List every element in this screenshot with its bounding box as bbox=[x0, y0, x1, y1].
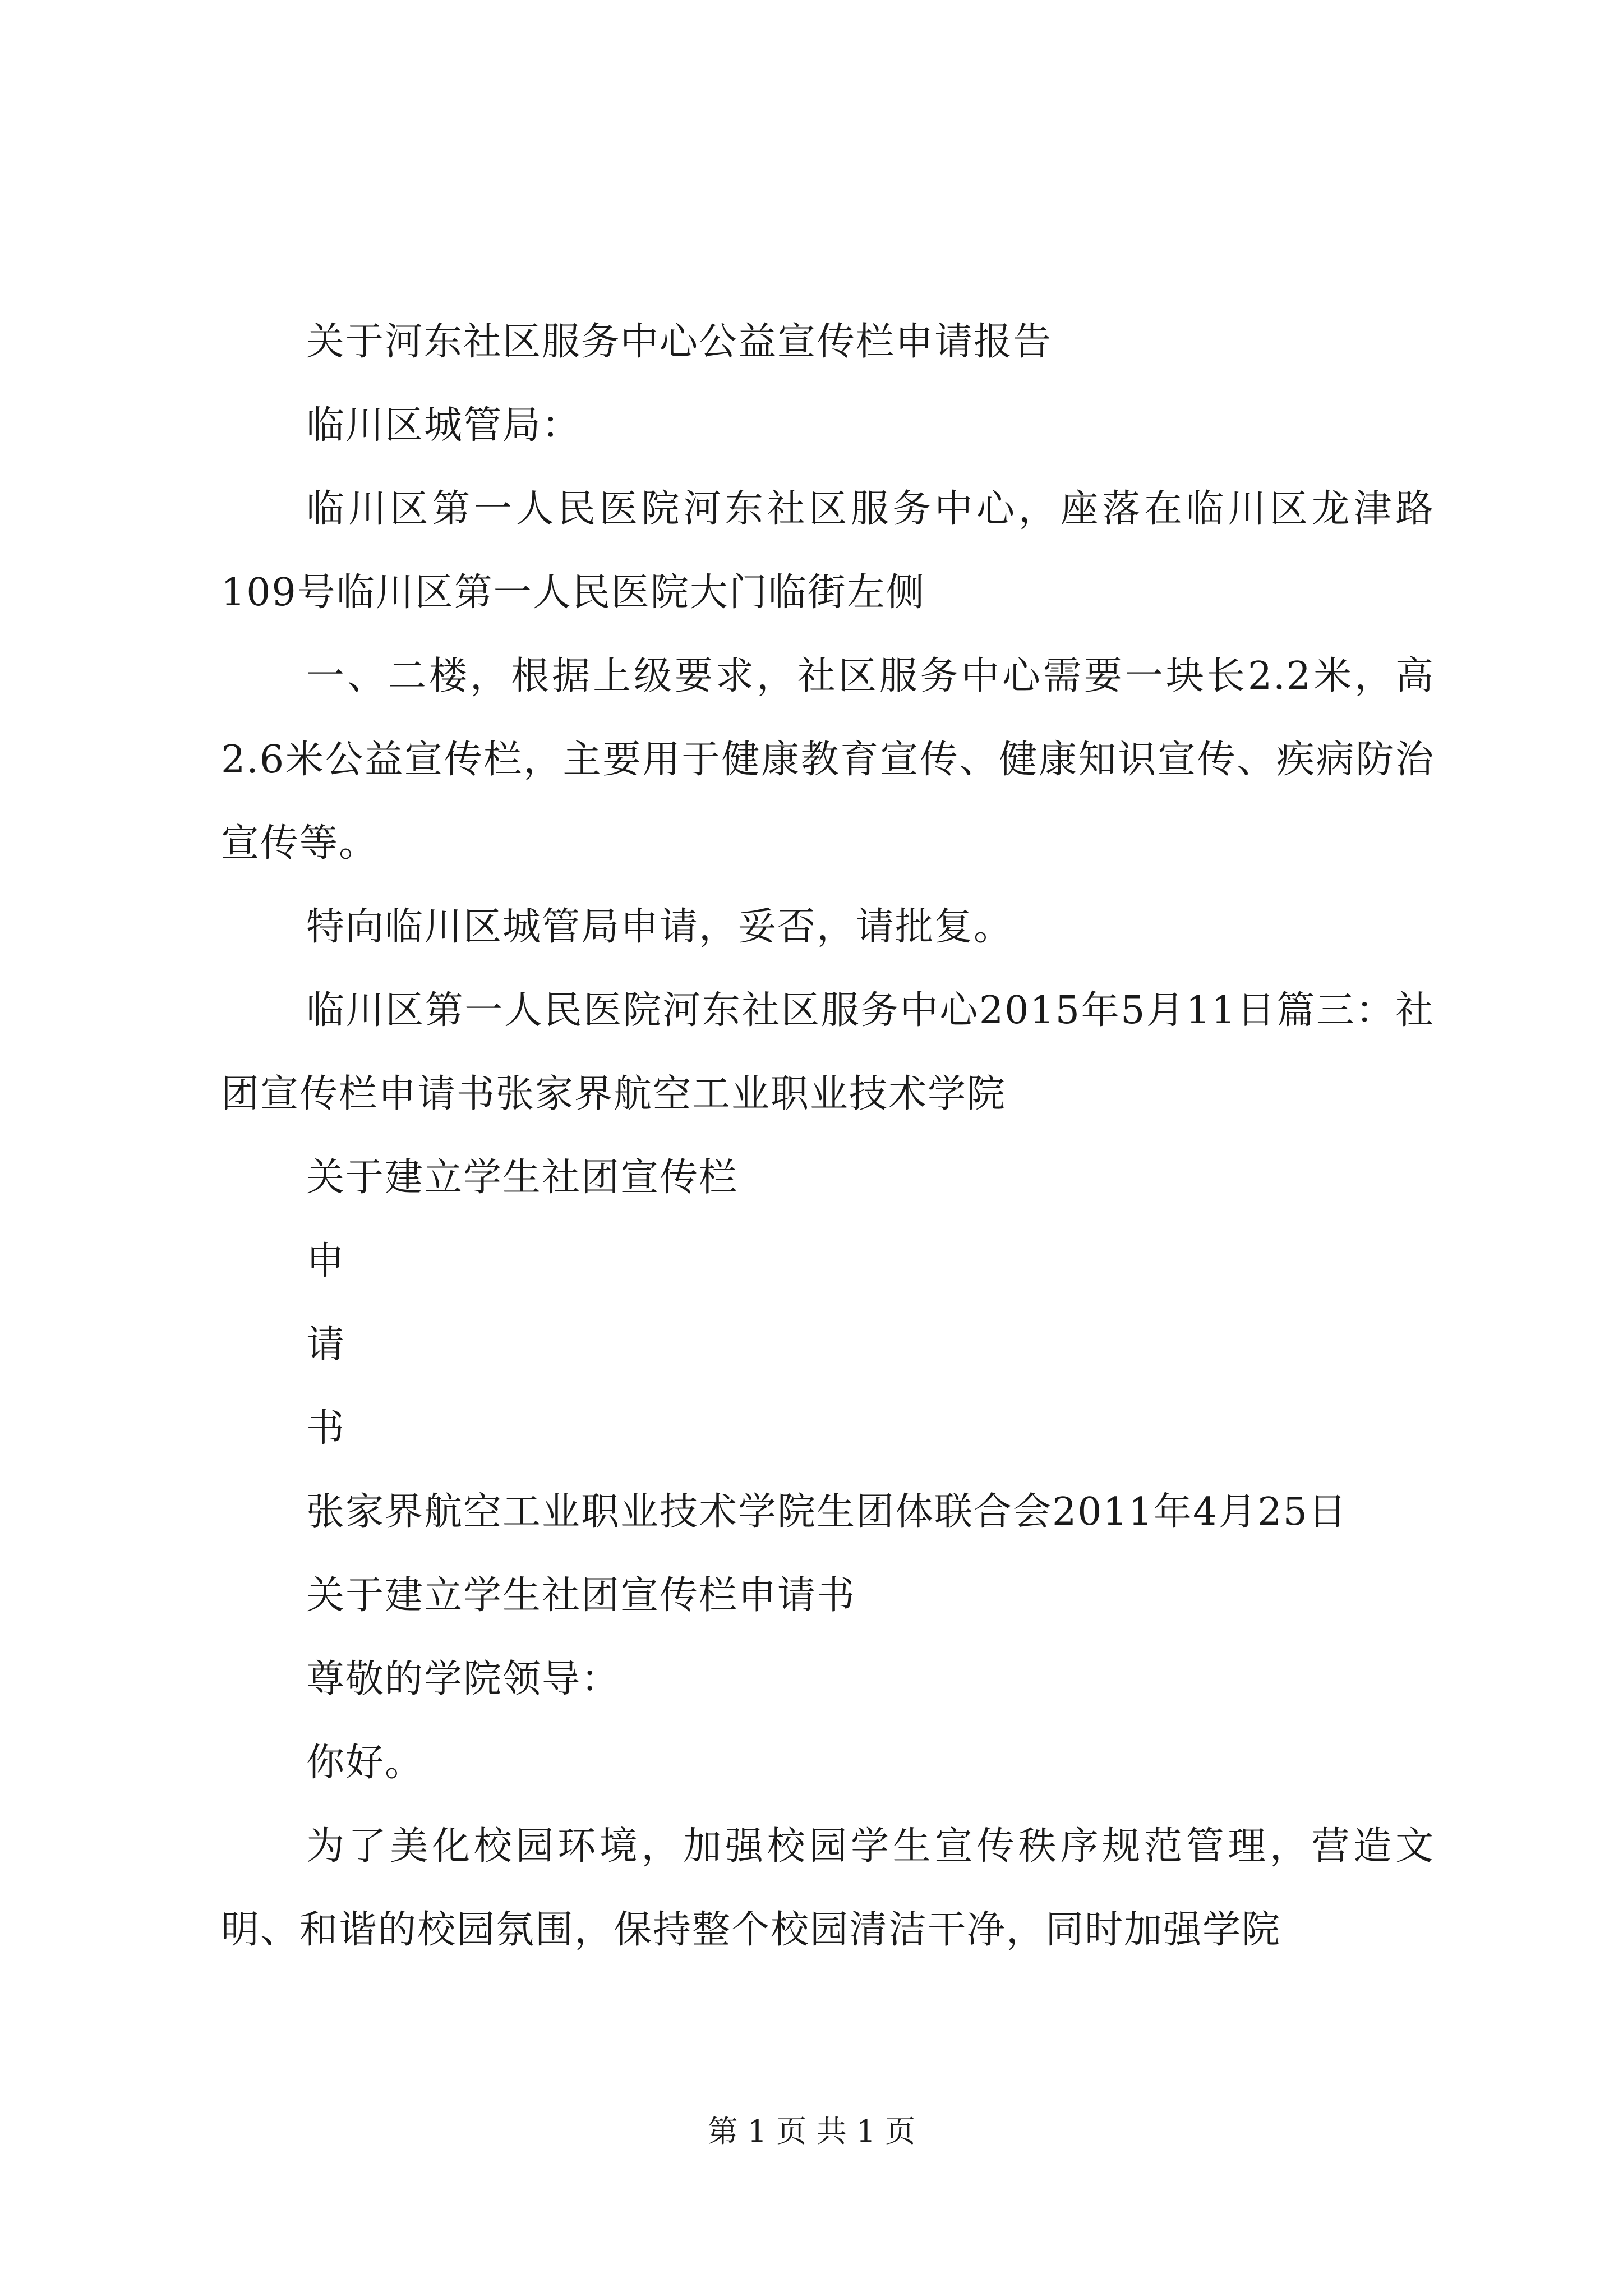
paragraph: 临川区第一人民医院河东社区服务中心2015年5月11日篇三：社团宣传栏申请书张家界航空工业职业技术学院 bbox=[221, 988, 1435, 1116]
recipient-line: 临川区城管局： bbox=[306, 403, 582, 448]
paragraph: 特向临川区城管局申请，妥否，请批复。 bbox=[306, 905, 1013, 949]
document-body bbox=[221, 300, 1435, 1972]
heading-char: 请 bbox=[306, 1323, 346, 1367]
paragraph: 一、二楼，根据上级要求，社区服务中心需要一块长2.2米，高2.6米公益宣传栏，主要用于健康教育宣传、健康知识宣传、疾病防治宣传等。 bbox=[221, 654, 1435, 866]
greeting: 你好。 bbox=[306, 1741, 425, 1785]
document-title: 关于河东社区服务中心公益宣传栏申请报告 bbox=[306, 320, 1053, 364]
salutation: 尊敬的学院领导： bbox=[306, 1657, 621, 1701]
section-heading: 关于建立学生社团宣传栏申请书 bbox=[306, 1573, 856, 1618]
paragraph: 临川区第一人民医院河东社区服务中心，座落在临川区龙津路109号临川区第一人民医院大门临街左侧 bbox=[221, 487, 1435, 615]
paragraph: 为了美化校园环境，加强校园学生宣传秩序规范管理，营造文明、和谐的校园氛围，保持整个校园清洁干净，同时加强学院 bbox=[221, 1824, 1435, 1952]
page-footer: 第 1 页 共 1 页 bbox=[707, 2114, 916, 2149]
heading-char: 申 bbox=[306, 1239, 346, 1283]
heading-char: 书 bbox=[306, 1406, 346, 1451]
section-heading: 关于建立学生社团宣传栏 bbox=[306, 1156, 739, 1200]
issuer-date-line: 张家界航空工业职业技术学院生团体联合会2011年4月25日 bbox=[306, 1490, 1348, 1534]
